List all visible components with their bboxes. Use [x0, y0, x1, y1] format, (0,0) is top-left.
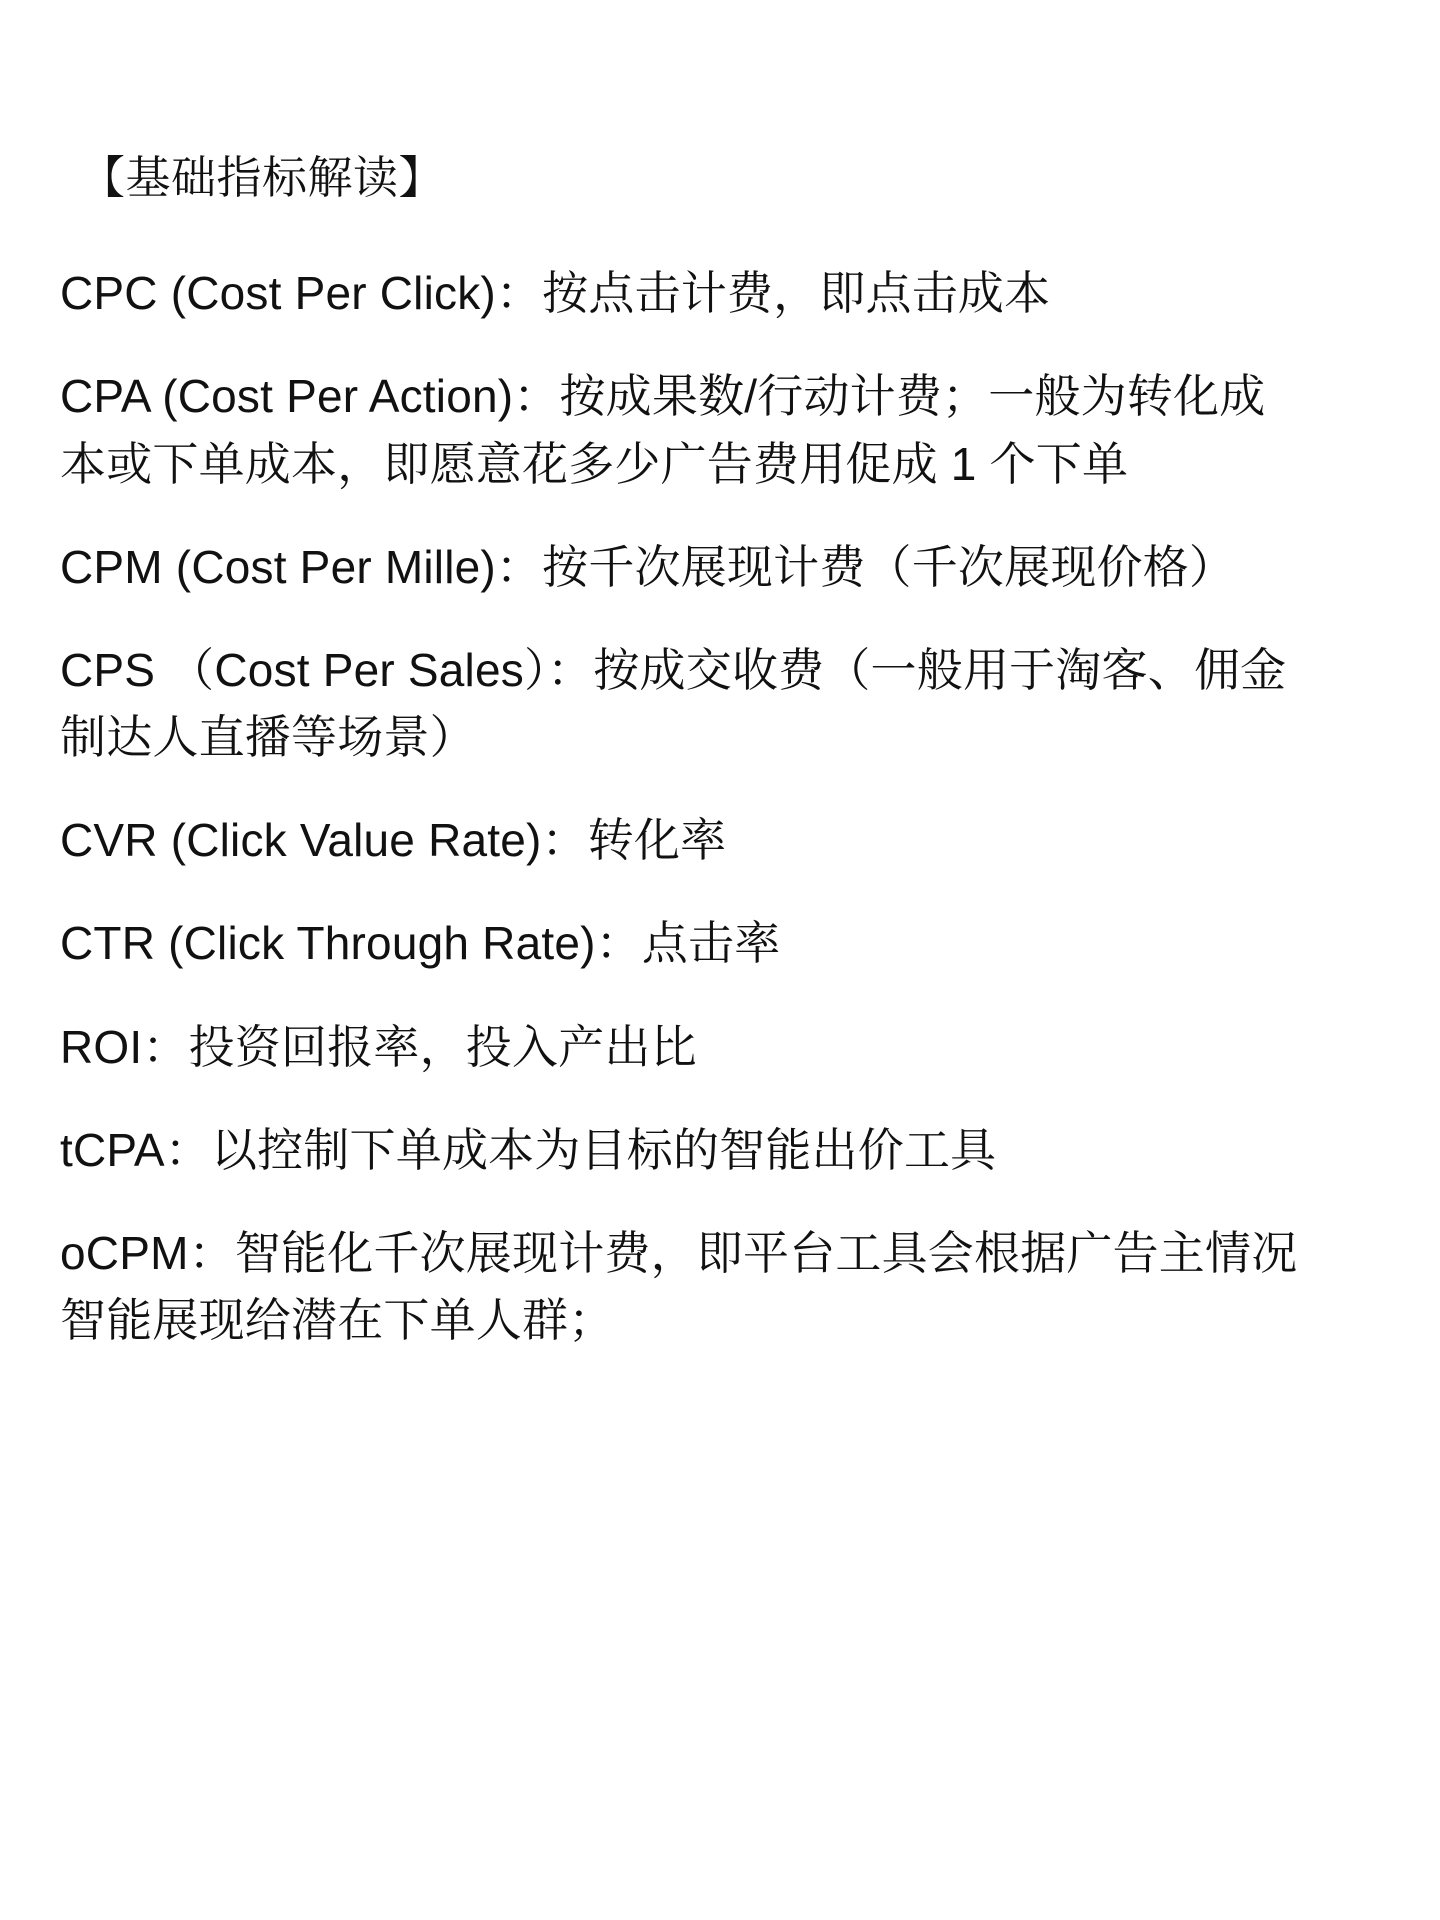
glossary-item-cps: CPS （Cost Per Sales）：按成交收费（一般用于淘客、佣金制达人直播等场景）	[60, 643, 1287, 764]
glossary-item-roi: ROI：投资回报率，投入产出比	[60, 1020, 697, 1073]
glossary-item-cpm: CPM (Cost Per Mille)：按千次展现计费（千次展现价格）	[60, 540, 1236, 593]
glossary-item-ocpm: oCPM：智能化千次展现计费，即平台工具会根据广告主情况智能展现给潜在下单人群；	[60, 1226, 1298, 1346]
glossary-item-cvr: CVR (Click Value Rate)：转化率	[60, 814, 727, 867]
page-title: 【基础指标解读】	[80, 152, 445, 203]
glossary-item-cpc: CPC (Cost Per Click)：按点击计费，即点击成本	[60, 267, 1051, 320]
glossary-item-tcpa: tCPA：以控制下单成本为目标的智能出价工具	[60, 1123, 997, 1176]
glossary-list	[60, 260, 1300, 1354]
glossary-item-cpa: CPA (Cost Per Action)：按成果数/行动计费；一般为转化成本或下单成本，即愿意花多少广告费用促成 1 个下单	[60, 370, 1266, 490]
glossary-item-ctr: CTR (Click Through Rate)：点击率	[60, 917, 781, 970]
